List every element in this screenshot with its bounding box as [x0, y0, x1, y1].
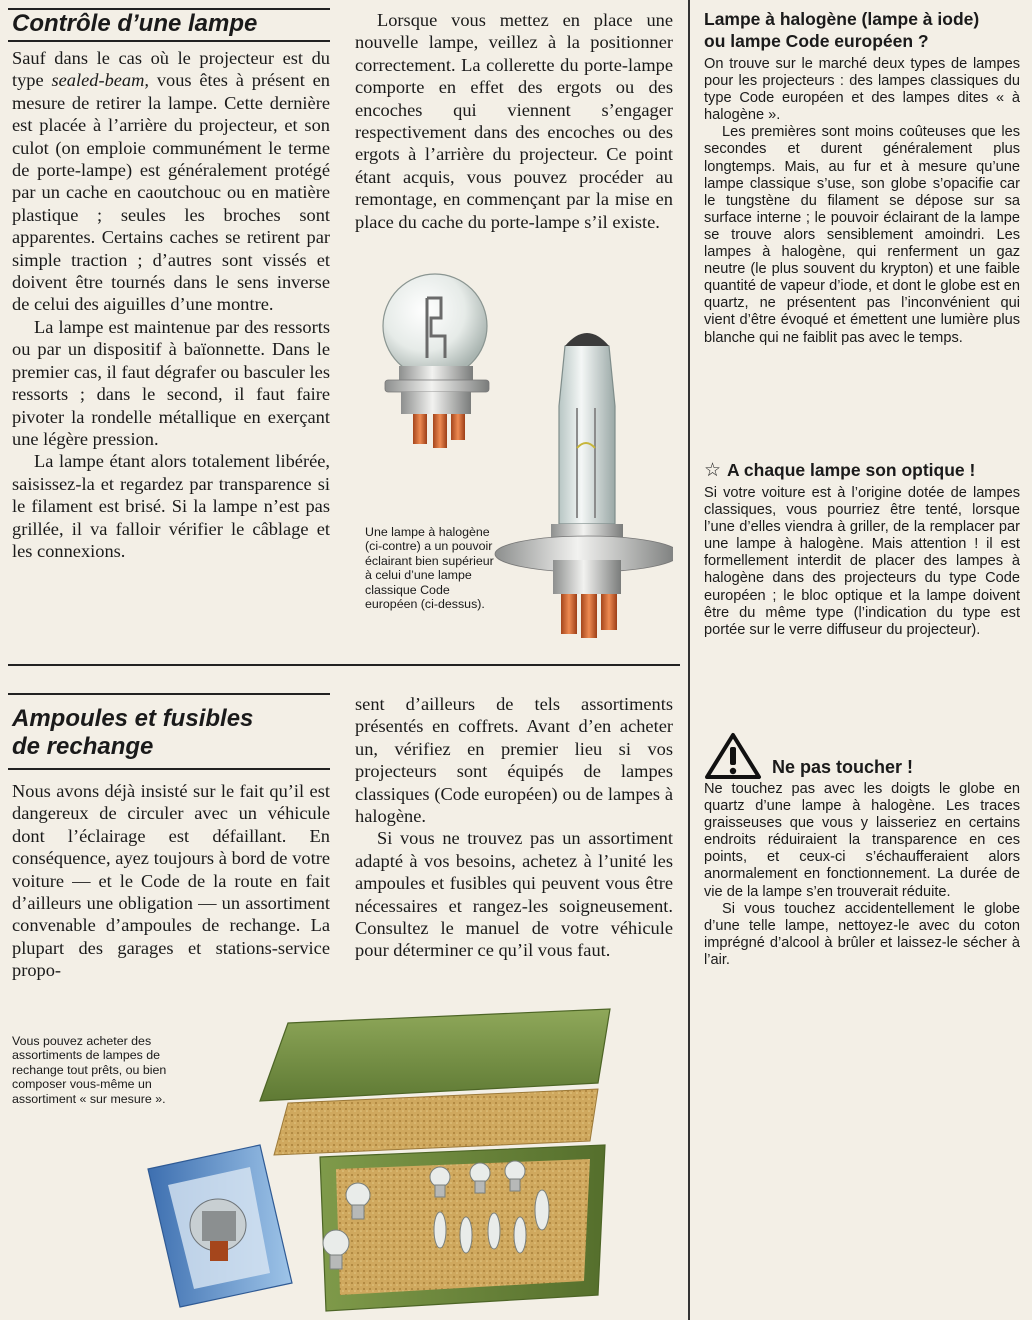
classic-bulb-icon — [383, 274, 489, 448]
section1-column2 — [355, 9, 673, 233]
section1-col2-para1: Lorsque vous mettez en place une nouvelle lampe, veillez à la positionner correctement. La collerette du porte-lampe comporte en effet des ergots ou des encoches qui viennent s’engager respectivement dans des encoches ou des ergots à l’arrière du projecteur. Ce point étant acquis, vous pouvez procéder au remontage, en commençant par la mise en place du cache du porte-lampe s’il existe. — [355, 10, 673, 232]
sidebar-box3-title: Ne pas toucher ! — [772, 757, 914, 777]
sidebar-box3-para1: Ne touchez pas avec les doigts le globe en quartz d’une lampe à halogène. Les traces graisseuses que vous y laisseriez en certains endroits réduiraient la transparence en ces points, et ceux-ci s’échaufferaient alors anormalement en fonctionnement. La durée de vie de la lampe s’en trouverait réduite. — [704, 781, 1020, 900]
section2-para1: Nous avons déjà insisté sur le fait qu’il est dangereux de circuler avec un véhicule dont l’éclairage est défaillant. En conséquence, ayez toujours à bord de votre voiture — et le Code de la route en fait d’ailleurs une obligation — un assortiment convenable d’ampoules de rechange. La plupart des garages et stations-service propo- — [12, 781, 330, 981]
sidebar-box2-para1: Si votre voiture est à l’origine dotée de lampes classiques, vous pourriez être tenté, lorsque l’une d’elles viendra à griller, de la remplacer par une lampe à halogène. Mais attention ! il est formellement interdit de placer des lampes à halogène dans des projecteurs du type Code européen ; le bloc optique et la lampe doivent être du même type (l’indication du type est portée sur le verre diffuseur du projecteur). — [704, 485, 1020, 638]
sidebar-box1-title: Lampe à halogène (lampe à iode) ou lampe Code européen ? — [704, 9, 980, 51]
section2-title: Ampoules et fusibles de rechange — [12, 705, 254, 760]
section1-column1 — [12, 47, 330, 562]
section1-para3: La lampe étant alors totalement libérée, saisissez-la et regardez par transparence si le filament est brisé. Si la lampe n’est pas grillée, il va falloir vérifier le câblage et les connexions. — [12, 451, 330, 561]
section2-column2 — [355, 693, 673, 962]
bulb-kit-illustration — [110, 1005, 635, 1317]
warning-triangle-icon — [704, 732, 762, 780]
section1-caption: Une lampe à halogène (ci-contre) a un pouvoir éclairant bien supérieur à celui d’une lampe classique Code européen (ci-dessus). — [365, 525, 494, 612]
sidebar-box1-para2: Les premières sont moins coûteuses que les secondes et durent généralement plus longtemps. Mais, au fur et à mesure qu’une lampe classique s’use, son globe s’opacifie car le tungstène du filament se dépose sur sa surface interne ; le pouvoir éclairant de la lampe se trouve alors sensiblement amoindri. Les lampes à halogène, qui renferment un gaz neutre (le plus souvent du krypton) et une faible quantité de vapeur d’iode, et dont le globe est en quartz, ne présentent pas l’inconvénient qui vient d’être évoqué et émettent une lumière plus blanche qui ne faiblit pas avec le temps. — [704, 124, 1020, 346]
star-icon: ☆ — [704, 460, 722, 481]
sidebar-box1-body — [704, 56, 1020, 347]
section2-caption: Vous pouvez acheter des assortiments de lampes de rechange tout prêts, ou bien composer vous-même un assortiment « sur mesure ». — [12, 1034, 167, 1106]
section1-title: Contrôle d’une lampe — [12, 10, 258, 37]
lid-icon — [260, 1009, 610, 1101]
section2-title-underline — [8, 768, 330, 770]
sidebar-divider — [688, 0, 690, 1320]
halogen-bulb-icon — [495, 333, 673, 638]
sidebar-box1-para1: On trouve sur le marché deux types de lampes pour les projecteurs : des lampes classiques du type Code européen et des lampes dites « à halogène ». — [704, 56, 1020, 124]
section2-column1 — [12, 780, 330, 982]
section2-top-rule — [8, 693, 330, 695]
sidebar-box3-body — [704, 781, 1020, 969]
foam-icon — [274, 1089, 598, 1155]
section1-title-underline — [8, 40, 330, 42]
sidebar-box2-title: ☆ A chaque lampe son optique ! — [704, 460, 976, 481]
section1-para1: Sauf dans le cas où le projecteur est du type sealed-beam, vous êtes à présent en mesure de retirer la lampe. Cette dernière est placée à l’arrière du projecteur, et son culot (on emploie communément le terme de porte-lampe) est généralement protégé par un cache en caoutchouc ou en matière plastique ; seules les broches sont apparentes. Certains caches se retirent par simple traction ; d’autres sont vissés et doivent être tournés dans le sens inverse de celui des aiguilles d’une montre. — [12, 48, 330, 315]
section2-col2-para1: sent d’ailleurs de tels assortiments présentés en coffrets. Avant d’en acheter un, vérifiez en premier lieu si vos projecteurs sont équipés de lampes classiques (Code européen) ou de lampes à halogène. — [355, 694, 673, 827]
sidebar-box3-para2: Si vous touchez accidentellement le globe d’une telle lampe, nettoyez-le avec du coton imprégné d’alcool à brûler et laissez-le sécher à l’air. — [704, 900, 1020, 968]
section1-para2: La lampe est maintenue par des ressorts ou par un dispositif à baïonnette. Dans le premier cas, il faut dégrafer ou basculer les ressorts ; dans le second, il faut faire pivoter la rondelle métallique en exerçant une légère pression. — [12, 316, 330, 449]
section2-col2-para2: Si vous ne trouvez pas un assortiment adapté à vos besoins, achetez à l’unité les ampoules et fusibles qui peuvent vous être nécessaires et rangez-les soigneusement. Consultez le manuel de votre véhicule pour déterminer ce qu’il vous faut. — [355, 828, 673, 961]
sidebar-box2-body — [704, 485, 1020, 639]
middle-divider — [8, 664, 680, 666]
